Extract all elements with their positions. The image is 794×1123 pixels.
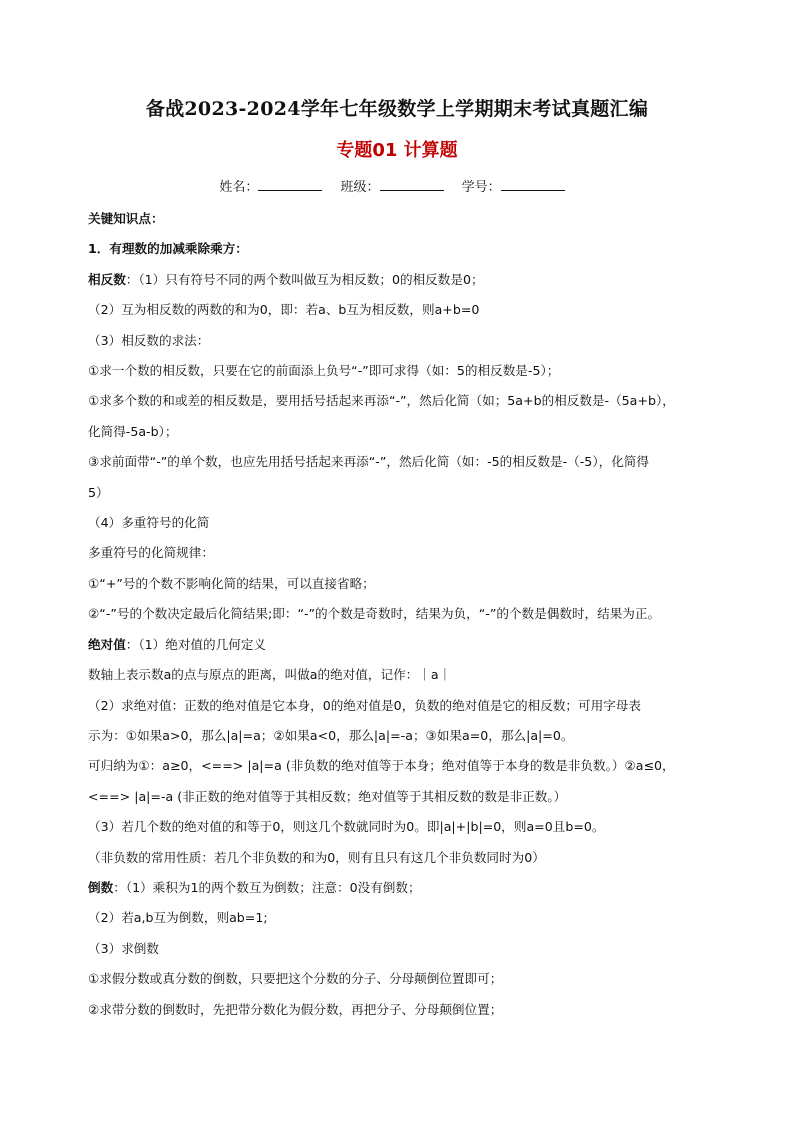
absolute-def2a: （2）求绝对值：正数的绝对值是它本身，0的绝对值是0，负数的绝对值是它的相反数；可用字母表 <box>88 697 641 713</box>
opposite-label: 相反数 <box>88 271 126 287</box>
opposite-method-3a: ③求前面带“-”的单个数，也应先用括号括起来再添“-”，然后化简（如：-5的相反数是-（-5），化简得 <box>88 454 649 470</box>
reciprocal-label: 倒数 <box>88 879 114 895</box>
reciprocal-def2: （2）若a,b互为倒数，则ab=1; <box>88 910 268 926</box>
section-heading: 关键知识点： <box>88 211 164 226</box>
name-label: 姓名： <box>219 180 259 195</box>
absolute-def1b: 数轴上表示数a的点与原点的距离，叫做a的绝对值，记作：｜a｜ <box>88 667 452 683</box>
reciprocal-def1-text: ：（1）乘积为1的两个数互为倒数；注意：0没有倒数； <box>113 879 421 895</box>
reciprocal-def1 <box>88 873 718 903</box>
absolute-def2b: 示为：①如果a>0，那么|a|=a；②如果a<0，那么|a|=-a；③如果a=0，那么|a|=0。 <box>88 727 574 743</box>
opposite-method-2b: 化简得-5a-b）； <box>88 423 178 439</box>
absolute-summary-1: 可归纳为①：a≥0，<==> |a|=a (非负数的绝对值等于本身；绝对值等于本身的数是非负数。）②a≤0， <box>88 758 675 774</box>
absolute-summary-2: <==> |a|=-a (非正数的绝对值等于其相反数；绝对值等于其相反数的数是非正数。） <box>88 788 567 804</box>
document-title: 备战2023-2024学年七年级数学上学期期末考试真题汇编 <box>145 98 649 120</box>
opposite-def2: （2）互为相反数的两数的和为0，即：若a、b互为相反数，则a+b=0 <box>88 302 480 318</box>
class-label: 班级： <box>340 180 380 195</box>
opposite-multi-heading: （4）多重符号的化简 <box>88 515 210 531</box>
number-blank[interactable] <box>501 178 565 191</box>
topic-heading: 1．有理数的加减乘除乘方： <box>88 241 248 257</box>
absolute-def1 <box>88 630 718 660</box>
absolute-def1-text: ：（1）绝对值的几何定义 <box>125 636 267 652</box>
reciprocal-def3: （3）求倒数 <box>88 940 159 956</box>
class-blank[interactable] <box>380 178 444 191</box>
number-label: 学号： <box>461 180 501 195</box>
opposite-multi-rule: 多重符号的化简规律： <box>88 545 214 561</box>
opposite-method-1: ①求一个数的相反数，只要在它的前面添上负号“-”即可求得（如：5的相反数是-5）； <box>88 363 560 379</box>
student-info-line <box>0 176 794 195</box>
opposite-def1-text: ：（1）只有符号不同的两个数叫做互为相反数；0的相反数是0； <box>125 271 484 287</box>
absolute-point-4: （非负数的常用性质：若几个非负数的和为0，则有且只有这几个非负数同时为0） <box>88 849 545 865</box>
reciprocal-method-2: ②求带分数的倒数时，先把带分数化为假分数，再把分子、分母颠倒位置； <box>88 1001 503 1017</box>
absolute-point-3: （3）若几个数的绝对值的和等于0，则这几个数就同时为0。即|a|+|b|=0，则a=0且b=0。 <box>88 819 605 835</box>
name-blank[interactable] <box>258 178 322 191</box>
opposite-rule-1: ①“+”号的个数不影响化简的结果，可以直接省略； <box>88 575 375 591</box>
opposite-method-3b: 5） <box>88 484 109 500</box>
document-subtitle: 专题01 计算题 <box>336 140 458 161</box>
opposite-method-2a: ①求多个数的和或差的相反数是，要用括号括起来再添“-”，然后化简（如；5a+b的相反数是-（5a+b）， <box>88 393 675 409</box>
opposite-def1 <box>88 265 718 295</box>
opposite-method-heading: （3）相反数的求法： <box>88 332 210 348</box>
reciprocal-method-1: ①求假分数或真分数的倒数，只要把这个分数的分子、分母颠倒位置即可； <box>88 971 503 987</box>
opposite-rule-2: ②“-”号的个数决定最后化简结果;即：“-”的个数是奇数时，结果为负，“-”的个数是偶数时，结果为正。 <box>88 606 661 622</box>
absolute-label: 绝对值 <box>88 636 126 652</box>
document-body <box>88 204 718 1025</box>
